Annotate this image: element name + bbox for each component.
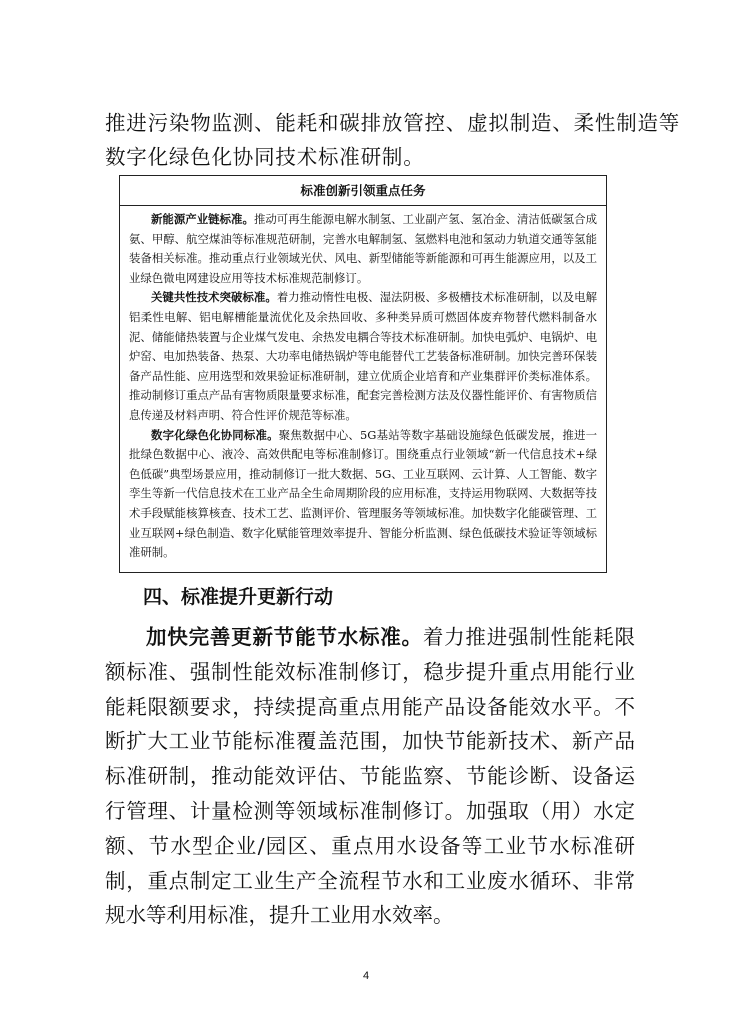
box-body	[120, 206, 606, 563]
task-item	[129, 426, 597, 563]
task-text: 聚焦数据中心、5G基站等数字基础设施绿色低碳发展，推进一批绿色数据中心、液冷、高效供配电等标准制修订。围绕重点行业领域“新一代信息技术+绿色低碳”典型场景应用，推动制修订一批大数据、5G、工业互联网、云计算、人工智能、数字孪生等新一代信息技术在工业产品全生命周期阶段的应用标准，支持运用物联网、大数据等技术手段赋能核算核查、技术工艺、监测评价、管理服务等领域标准。加快数字化能碳管理、工业互联网+绿色制造、数字化赋能管理效率提升、智能分析监测、绿色低碳技术验证等领域标准研制。	[129, 427, 597, 560]
task-text: 着力推动惰性电极、湿法阴极、多极槽技术标准研制，以及电解铝柔性电解、铝电解槽能量流优化及余热回收、多种类异质可燃固体废弃物替代燃料制备水泥、储能储热装置与企业煤气发电、余热发电耦合等技术标准研制。加快电弧炉、电锅炉、电炉窑、电加热装备、热泵、大功率电储热锅炉等电能替代工艺装备标准研制。加快完善环保装备产品性能、应用选型和效果验证标准研制，建立优质企业培育和产业集群评价类标准体系。推动制修订重点产品有害物质限量要求标准，配套完善检测方法及仪器性能评价、有害物质信息传递及材料声明、符合性评价规范等标准。	[129, 290, 597, 422]
box-title: 标准创新引领重点任务	[120, 176, 606, 206]
intro-line: 推进污染物监测、能耗和碳排放管控、虚拟制造、柔性制造等	[105, 111, 681, 135]
section-heading: 四、标准提升更新行动	[143, 586, 334, 608]
task-lead: 新能源产业链标准。	[151, 212, 254, 226]
task-item	[129, 210, 597, 288]
task-lead: 关键共性技术突破标准。	[151, 290, 277, 305]
task-item	[129, 288, 597, 425]
task-lead: 数字化绿色化协同标准。	[151, 427, 279, 442]
paragraph-lead: 加快完善更新节能节水标准。	[146, 625, 423, 649]
intro-text	[105, 106, 681, 174]
key-tasks-box	[119, 175, 607, 573]
body-paragraph	[105, 620, 635, 933]
task-text: 推动可再生能源电解水制氢、工业副产氢、氢冶金、清洁低碳氢合成氨、甲醇、航空煤油等标准规范研制，完善水电解制氢、氢燃料电池和氢动力轨道交通等氢能装备相关标准。推动重点行业领域光伏、风电、新型储能等新能源和可再生能源应用，以及工业绿色微电网建设应用等技术标准规范制修订。	[129, 212, 597, 285]
page-number: 4	[362, 970, 370, 982]
paragraph-text: 着力推进强制性能耗限额标准、强制性能效标准制修订，稳步提升重点用能行业能耗限额要求，持续提高重点用能产品设备能效水平。不断扩大工业节能标准覆盖范围，加快节能新技术、新产品标准研制，推动能效评估、节能监察、节能诊断、设备运行管理、计量检测等领域标准制修订。加强取（用）水定额、节水型企业/园区、重点用水设备等工业节水标准研制，重点制定工业生产全流程节水和工业废水循环、非常规水等利用标准，提升工业用水效率。	[105, 625, 636, 928]
intro-line: 数字化绿色化协同技术标准研制。	[105, 145, 425, 169]
